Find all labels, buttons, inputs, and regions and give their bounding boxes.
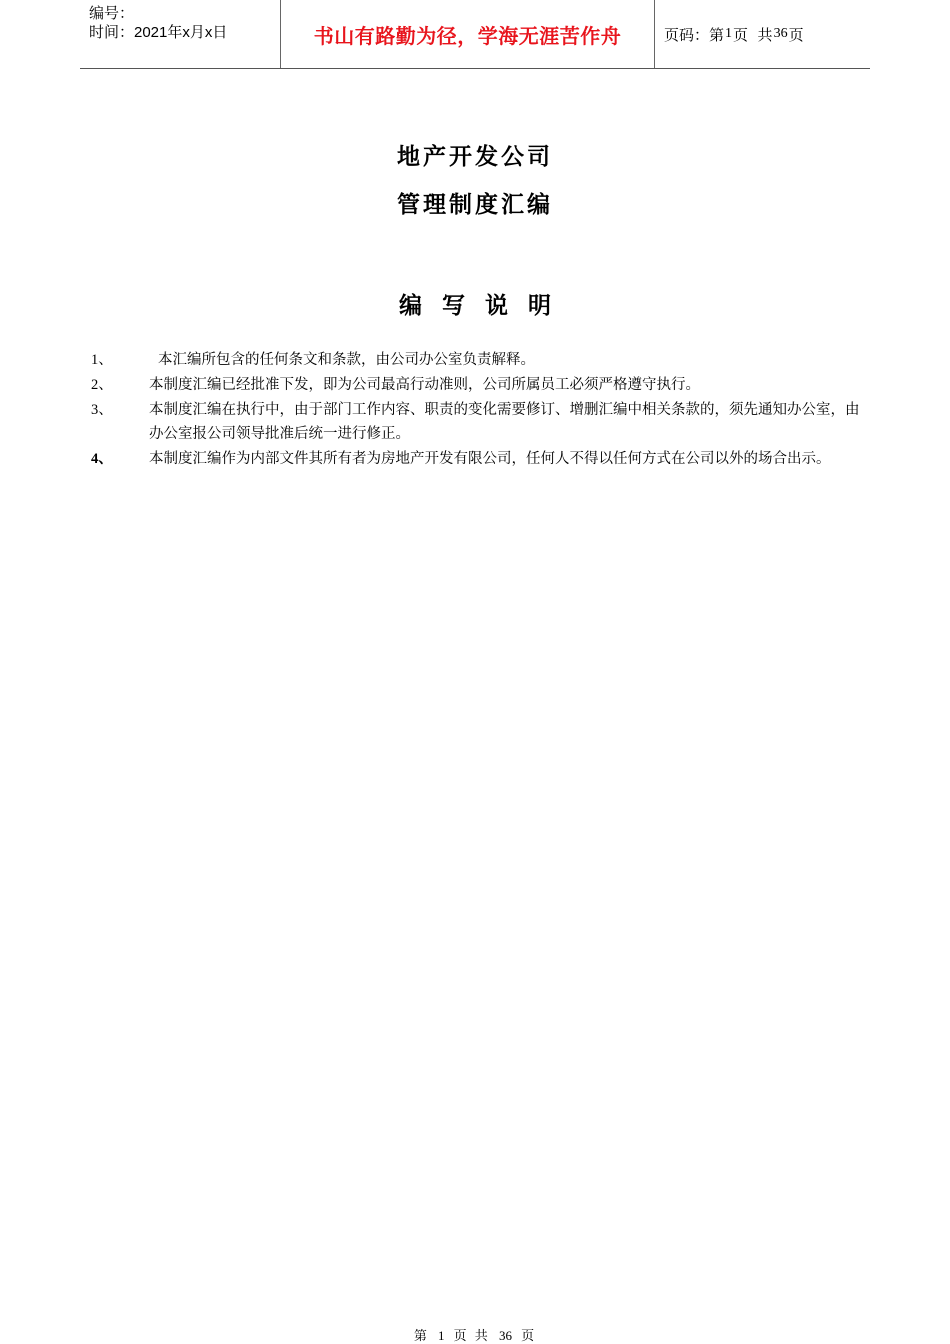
section-heading: 编写说明	[399, 293, 571, 319]
footer-mid: 页 共	[453, 1329, 490, 1344]
header-motto: 书山有路勤为径，学海无涯苦作舟	[281, 0, 655, 68]
serial-number-label: 编号：	[89, 5, 135, 22]
notes-list	[91, 348, 871, 472]
note-number: 4、	[91, 451, 113, 467]
list-item	[91, 447, 871, 471]
note-text: 本制度汇编作为内部文件其所有者为房地产开发有限公司，任何人不得以任何方式在公司以外的场合出示。	[149, 451, 831, 467]
time-label: 时间：2021年x月x日	[89, 24, 228, 41]
list-item	[91, 373, 871, 397]
page-mid: 页 共	[733, 25, 773, 44]
page-suffix: 页	[788, 25, 804, 44]
footer-total-pages: 36	[498, 1328, 512, 1343]
page-footer	[0, 1325, 950, 1344]
note-text: 本制度汇编已经批准下发，即为公司最高行动准则，公司所属员工必须严格遵守执行。	[149, 377, 700, 393]
header-page-info	[655, 0, 870, 68]
note-number: 3、	[91, 402, 113, 418]
list-item	[91, 348, 871, 372]
list-item	[91, 398, 871, 446]
page-total: 36	[773, 26, 788, 41]
header-meta-cell	[80, 0, 281, 68]
footer-suffix: 页	[521, 1329, 537, 1344]
page-header	[80, 0, 870, 69]
note-text: 本制度汇编在执行中，由于部门工作内容、职责的变化需要修订、增删汇编中相关条款的，须先通知办公室，由办公室报公司领导批准后统一进行修正。	[149, 402, 860, 442]
page-prefix: 页码：第	[664, 25, 725, 44]
company-title: 地产开发公司	[397, 144, 553, 170]
compilation-title: 管理制度汇编	[397, 192, 553, 218]
note-text: 本汇编所包含的任何条文和条款，由公司办公室负责解释。	[158, 352, 535, 368]
footer-current-page: 1	[438, 1328, 445, 1343]
note-number: 2、	[91, 377, 113, 393]
note-number: 1、	[91, 352, 113, 368]
page-current: 1	[725, 26, 733, 41]
footer-prefix: 第	[413, 1329, 429, 1344]
